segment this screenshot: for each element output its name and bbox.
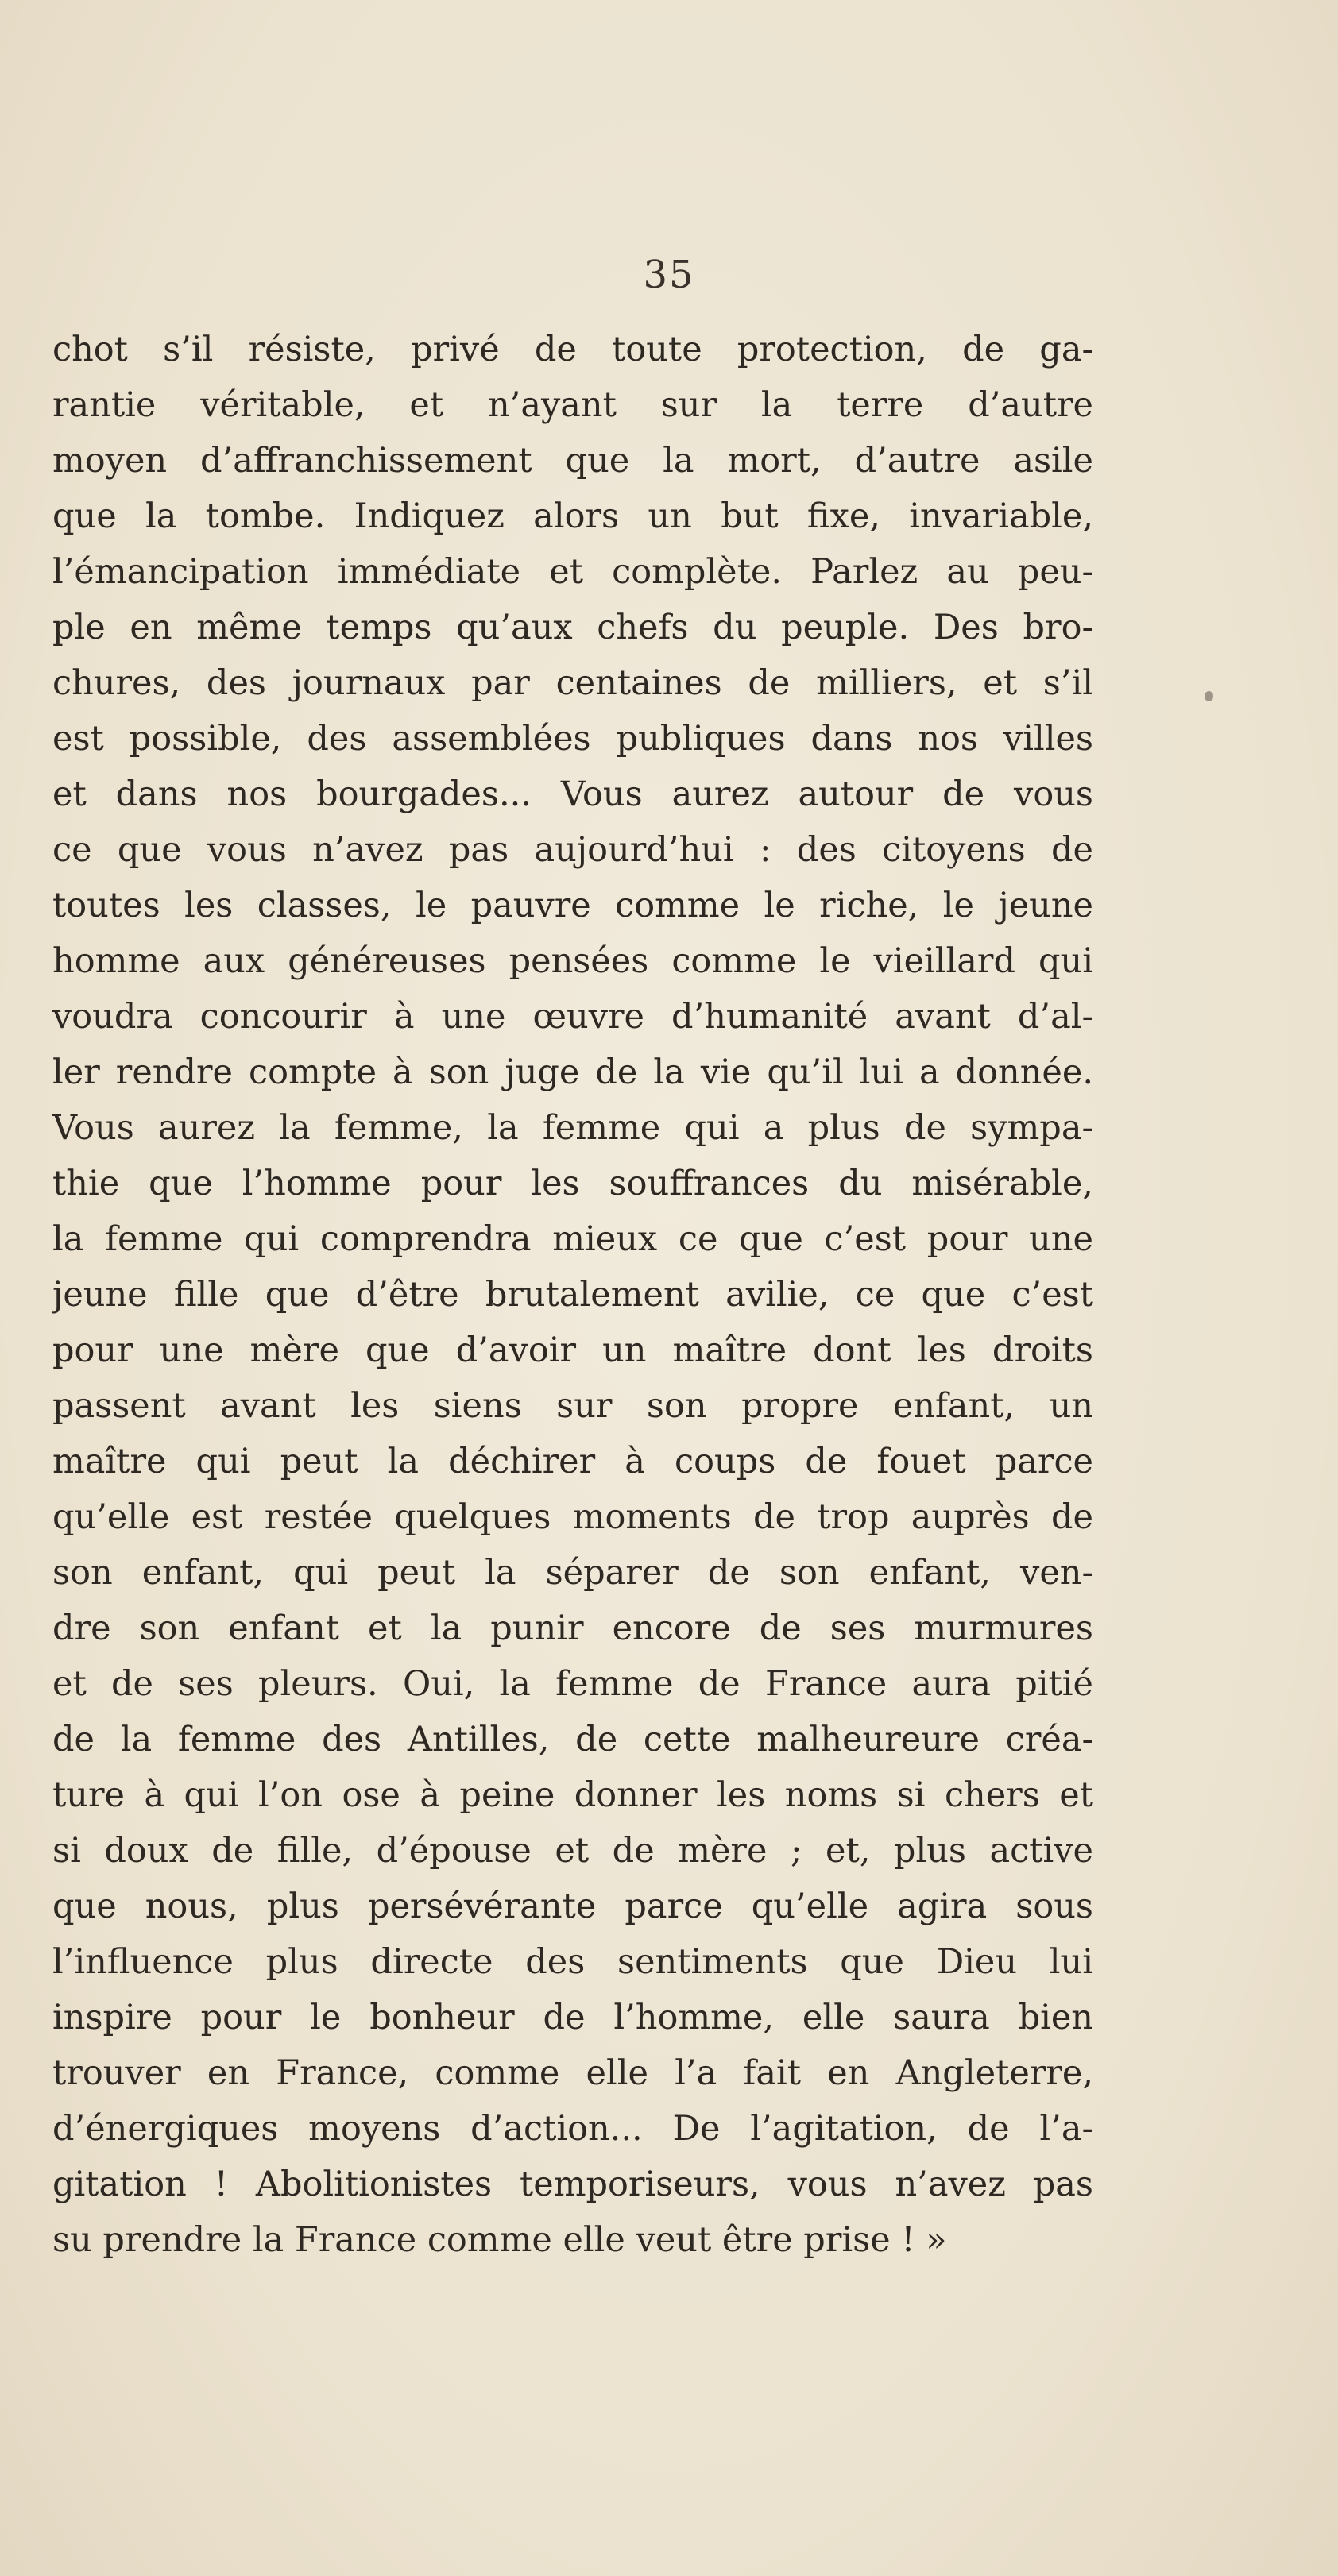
text-line: l’influence plus directe des sentiments que Dieu lui [52, 1942, 1093, 1982]
text-line: d’énergiques moyens d’action... De l’agitation, de l’a- [52, 2109, 1093, 2149]
text-line: ple en même temps qu’aux chefs du peuple. Des bro- [52, 608, 1093, 647]
text-line: qu’elle est restée quelques moments de trop auprès de [52, 1497, 1093, 1537]
text-line: que nous, plus persévérante parce qu’elle agira sous [52, 1887, 1093, 1926]
text-line: rantie véritable, et n’ayant sur la terre d’autre [52, 385, 1093, 425]
text-line: que la tombe. Indiquez alors un but fixe, invariable, [52, 496, 1093, 536]
text-line: toutes les classes, le pauvre comme le riche, le jeune [52, 886, 1093, 925]
text-line: l’émancipation immédiate et complète. Parlez au peu- [52, 552, 1093, 592]
text-line: passent avant les siens sur son propre enfant, un [52, 1386, 1093, 1426]
text-line: homme aux généreuses pensées comme le vieillard qui [52, 941, 1093, 981]
text-line: gitation ! Abolitionistes temporiseurs, vous n’avez pas [52, 2165, 1093, 2204]
text-line: ler rendre compte à son juge de la vie qu’il lui a donnée. [52, 1052, 1093, 1092]
text-line: ce que vous n’avez pas aujourd’hui : des citoyens de [52, 830, 1093, 870]
text-line: et de ses pleurs. Oui, la femme de France aura pitié [52, 1664, 1093, 1704]
text-line: pour une mère que d’avoir un maître dont les droits [52, 1330, 1093, 1370]
text-line: thie que l’homme pour les souffrances du misérable, [52, 1164, 1093, 1203]
text-line: maître qui peut la déchirer à coups de fouet parce [52, 1442, 1093, 1481]
text-line: et dans nos bourgades... Vous aurez autour de vous [52, 774, 1093, 814]
text-line: son enfant, qui peut la séparer de son enfant, ven- [52, 1553, 1093, 1593]
text-line: ture à qui l’on ose à peine donner les noms si chers et [52, 1775, 1093, 1815]
text-line: su prendre la France comme elle veut être prise ! » [52, 2220, 947, 2260]
text-line: est possible, des assemblées publiques dans nos villes [52, 719, 1093, 759]
text-line: Vous aurez la femme, la femme qui a plus de sympa- [52, 1108, 1093, 1148]
page-number: 35 [643, 253, 695, 297]
text-line: dre son enfant et la punir encore de ses murmures [52, 1609, 1093, 1648]
text-line: si doux de fille, d’épouse et de mère ; et, plus active [52, 1831, 1093, 1871]
text-line: chures, des journaux par centaines de milliers, et s’il [52, 663, 1093, 703]
text-line: moyen d’affranchissement que la mort, d’autre asile [52, 441, 1093, 481]
text-line: la femme qui comprendra mieux ce que c’est pour une [52, 1219, 1093, 1259]
text-line: jeune fille que d’être brutalement avilie, ce que c’est [52, 1275, 1093, 1315]
body-text [52, 322, 1093, 2268]
text-line: inspire pour le bonheur de l’homme, elle saura bien [52, 1998, 1093, 2037]
text-line: chot s’il résiste, privé de toute protection, de ga- [52, 330, 1093, 369]
text-line: voudra concourir à une œuvre d’humanité avant d’al- [52, 997, 1093, 1037]
text-line: de la femme des Antilles, de cette malheureure créa- [52, 1720, 1093, 1759]
text-line: trouver en France, comme elle l’a fait en Angleterre, [52, 2053, 1093, 2093]
ink-speck [1205, 691, 1213, 701]
